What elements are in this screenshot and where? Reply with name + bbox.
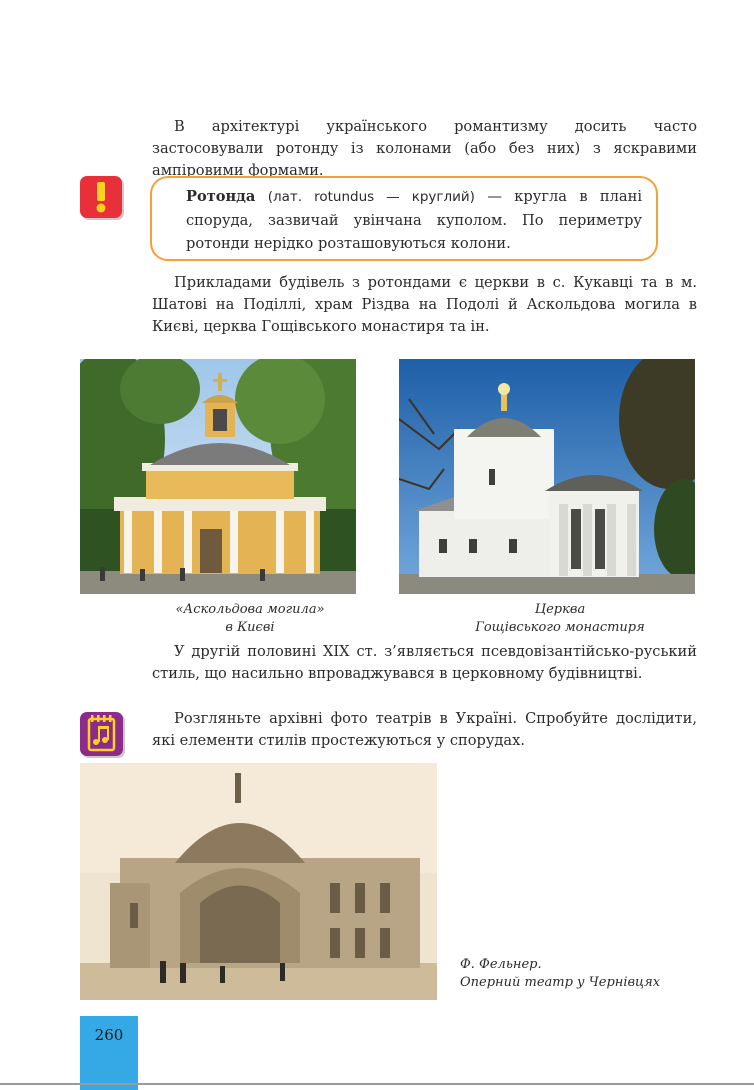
paragraph-task-theatres [152,708,697,752]
photo-askold-grave [80,359,356,594]
music-notebook-icon [80,712,123,756]
paragraph-text: Прикладами будівель з ротондами є церкви в с. Кукавці та в м. Шатові на Поділлі, храм Різдва на Подолі й Аскольдова могила в Києві, церква Гощівського монастиря та ін. [152,274,697,335]
exclamation-icon [80,176,122,218]
definition-box [150,176,658,261]
paragraph-text: В архітектурі українського романтизму досить часто застосовували ротонду із колонами (або без них) з яскравими ампіровими формами. [152,118,697,179]
paragraph-text: У другій половині XIX ст. з’являється псевдовізантійсько-руський стиль, що насильно впроваджувався в церковному будівництві. [152,643,697,682]
caption-chernivtsi-theatre [460,956,700,992]
photo-chernivtsi-theatre [80,763,437,1000]
caption-line: в Києві [225,620,275,635]
paragraph-rotunda-examples [152,272,697,338]
page-number: 260 [94,1026,124,1044]
caption-line: Церква [534,602,586,617]
caption-line: Гощівського монастиря [475,620,645,635]
paragraph-pseudo-byzantine [152,641,697,685]
bottom-divider [0,1083,754,1085]
paragraph-text: Розгляньте архівні фото театрів в Україні. Спробуйте дослідити, які елементи стилів простежуються у спорудах. [152,710,697,749]
photo-hoshcha-church [399,359,695,594]
caption-askold-grave [140,601,360,637]
caption-line: «Аскольдова могила» [175,602,325,617]
caption-line: Оперний театр у Чернівцях [460,975,661,990]
definition-term: Ротонда [186,188,256,205]
caption-line: Ф. Фельнер. [460,957,542,972]
definition-text: — кругла в плані споруда, зазвичай увінчана куполом. По периметру ротонди нерідко розташовуються колони. [186,188,642,252]
page-number-tab [80,1016,138,1090]
caption-hoshcha-church [440,601,680,637]
paragraph-rotunda-intro [152,116,697,182]
definition-latin: (лат. rotundus — круглий) [267,189,475,205]
